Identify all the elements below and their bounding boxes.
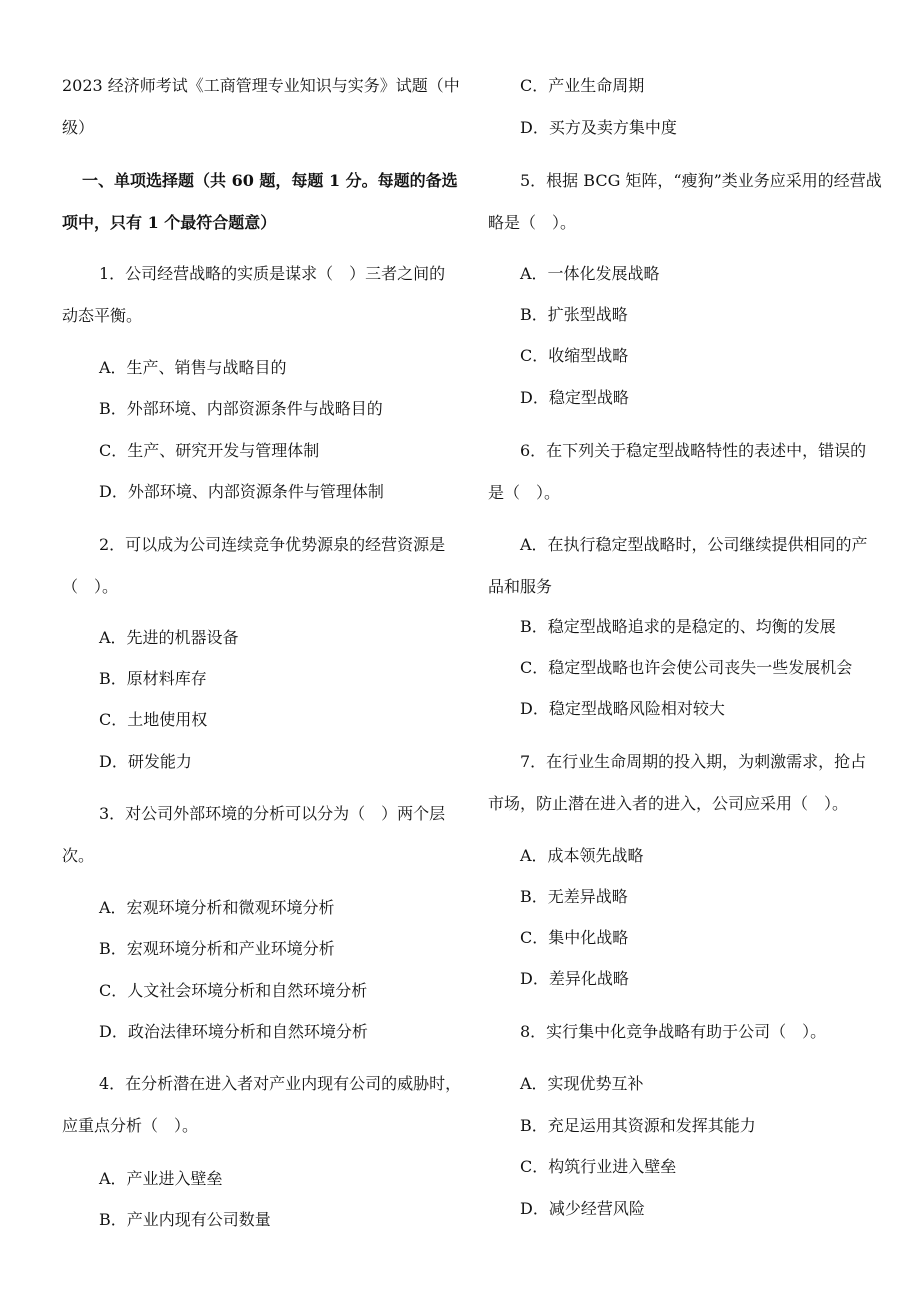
question-stem-line: 应重点分析（ ）。 [62,1116,199,1135]
answer-option [488,335,628,377]
answer-option [62,741,192,783]
question-stem-line: 7．在行业生命周期的投入期，为刺激需求，抢占 [520,752,867,771]
answer-option [488,835,644,877]
answer-option [488,647,852,689]
question-stem [488,741,866,825]
answer-option [62,1011,368,1053]
answer-option [488,1188,645,1230]
answer-option-line: A．在执行稳定型战略时，公司继续提供相同的产 [520,535,868,554]
answer-option [62,970,367,1012]
answer-option-line: B．稳定型战略追求的是稳定的、均衡的发展 [520,617,836,636]
answer-option-line: B．原材料库存 [99,669,207,688]
answer-option [488,524,868,608]
document-title-line: 2023 经济师考试《工商管理专业知识与实务》试题（中 [62,76,460,95]
answer-option [488,377,629,419]
answer-option-line: A．一体化发展战略 [520,264,660,283]
question-stem [62,1063,461,1147]
answer-option [488,1146,676,1188]
answer-option-line: 品和服务 [488,577,553,596]
question-stem-line: 市场，防止潜在进入者的进入，公司应采用（ ）。 [488,794,849,813]
answer-option [62,1199,271,1241]
answer-option-line: A．宏观环境分析和微观环境分析 [99,898,335,917]
answer-option-line: A．先进的机器设备 [99,628,239,647]
answer-option-line: C．土地使用权 [99,710,208,729]
question-stem-line: 2．可以成为公司连续竞争优势源泉的经营资源是 [99,535,446,554]
question-stem-line: 5．根据 BCG 矩阵，“瘦狗”类业务应采用的经营战 [520,171,882,190]
section-heading-line: 一、单项选择题（共 60 题，每题 1 分。每题的备选 [82,171,458,190]
question-stem-line: 是（ ）。 [488,483,561,502]
answer-option [488,1063,644,1105]
question-stem-line: 8．实行集中化竞争战略有助于公司（ ）。 [520,1022,827,1041]
answer-option-line: D．差异化战略 [520,969,629,988]
answer-option [62,388,383,430]
answer-option [62,617,239,659]
answer-option [488,958,629,1000]
answer-option [488,253,660,295]
answer-option-line: C．人文社会环境分析和自然环境分析 [99,981,368,1000]
answer-option [488,688,725,730]
answer-option [488,606,836,648]
answer-option-line: D．买方及卖方集中度 [520,118,677,137]
answer-option-line: C．产业生命周期 [520,76,645,95]
answer-option-line: A．产业进入壁垒 [99,1169,223,1188]
question-stem-line: 4．在分析潜在进入者对产业内现有公司的威胁时， [99,1074,462,1093]
question-stem-line: 6．在下列关于稳定型战略特性的表述中，错误的 [520,441,867,460]
answer-option-line: C．集中化战略 [520,928,629,947]
question-stem [62,253,445,337]
answer-option-line: A．实现优势互补 [520,1074,644,1093]
question-stem [62,793,445,877]
question-stem [488,430,866,514]
answer-option [62,658,207,700]
answer-option-line: C．生产、研究开发与管理体制 [99,441,320,460]
document-title-line: 级） [62,118,95,137]
answer-option [488,1105,756,1147]
question-stem-line: （ ）。 [62,577,119,596]
answer-option [62,928,335,970]
answer-option-line: B．外部环境、内部资源条件与战略目的 [99,399,383,418]
answer-option-line: A．生产、销售与战略目的 [99,358,287,377]
answer-option-line: C．构筑行业进入壁垒 [520,1157,677,1176]
answer-option-line: B．充足运用其资源和发挥其能力 [520,1116,756,1135]
answer-option [488,107,677,149]
answer-option-line: D．研发能力 [99,752,192,771]
section-heading-line: 项中，只有 1 个最符合题意） [62,213,277,232]
question-stem-line: 3．对公司外部环境的分析可以分为（ ）两个层 [99,804,446,823]
answer-option [62,699,207,741]
answer-option [62,430,319,472]
answer-option [488,917,628,959]
question-stem [488,160,882,244]
answer-option-line: A．成本领先战略 [520,846,644,865]
question-stem [62,524,445,608]
answer-option-line: D．政治法律环境分析和自然环境分析 [99,1022,368,1041]
answer-option-line: D．稳定型战略风险相对较大 [520,699,725,718]
answer-option-line: D．稳定型战略 [520,388,629,407]
question-stem [488,1011,826,1053]
answer-option [62,887,335,929]
answer-option-line: C．稳定型战略也许会使公司丧失一些发展机会 [520,658,853,677]
answer-option-line: B．无差异战略 [520,887,628,906]
answer-option [62,471,384,513]
document-title [62,65,460,149]
question-stem-line: 次。 [62,846,95,865]
question-stem-line: 1．公司经营战略的实质是谋求（ ）三者之间的 [99,264,446,283]
answer-option-line: B．扩张型战略 [520,305,628,324]
section-heading [62,160,458,244]
answer-option [488,65,644,107]
answer-option-line: B．宏观环境分析和产业环境分析 [99,939,335,958]
answer-option-line: B．产业内现有公司数量 [99,1210,271,1229]
question-stem-line: 略是（ ）。 [488,213,577,232]
answer-option [62,347,287,389]
answer-option [488,294,628,336]
answer-option [62,1158,223,1200]
answer-option-line: C．收缩型战略 [520,346,629,365]
answer-option [488,876,628,918]
question-stem-line: 动态平衡。 [62,306,143,325]
answer-option-line: D．减少经营风险 [520,1199,645,1218]
answer-option-line: D．外部环境、内部资源条件与管理体制 [99,482,384,501]
